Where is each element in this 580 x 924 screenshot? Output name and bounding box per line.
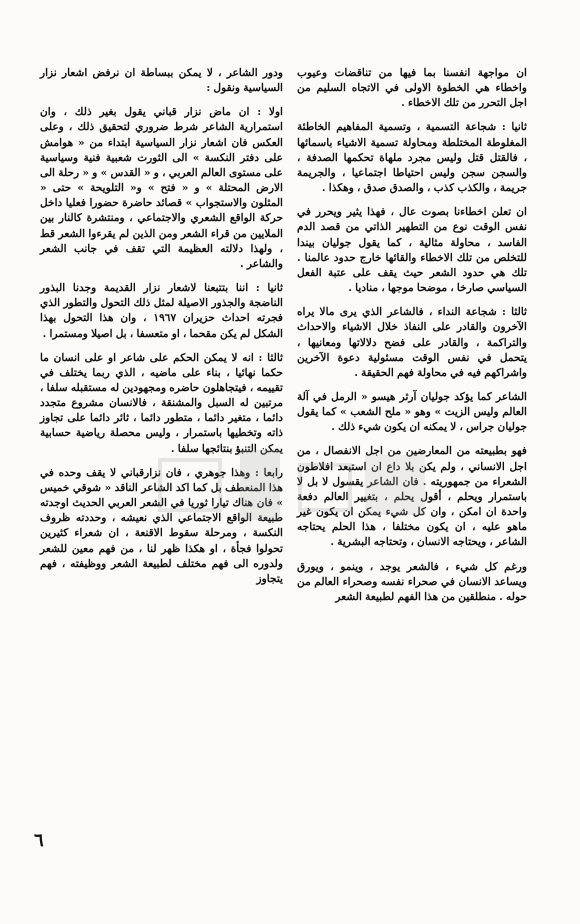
paragraph: فهو بطبيعته من المعارضين من اجل الانفصال ، من اجل الانساني ، ولم يكن بلا داع ان استبعد افلاطون الشعراء من جمهوريته . فان الشاعر يقسول لا بل لا باستمرار ويحلم ، أقول يحلم ، بتغيير العالم دفعة واحدة ان امكن ، وان كل شيء يمكن ان يكون غير ماهو عليه ، ان يكون مختلفا ، هذا الحلم يحتاجه الشاعر ، ويحتاجه الانسان ، وتحتاجه البشرية . [297, 445, 527, 549]
page-number: ٦ [34, 830, 44, 851]
paragraph: ثالثا : انه لا يمكن الحكم على شاعر او على انسان ما حكما نهائيا ، بناء على ماضيه ، الذي ربما يختلف في تقييمه ، فيتجاهلون حاضره ومجهودين له مستقبله سلفا ، مرتبين له السبل والمشنقة ، فالانسان مشروع متجدد دائما ، متغير دائما ، متطور دائما ، ثائر دائما على تجاوز ذاته وتخطيها باستمرار ، وليس محصلة رياضية حسابية يمكن التنبؤ بنتائجها سلفا . [40, 351, 283, 455]
paragraph: اولا : ان ماض نزار قباني يقول بغير ذلك ، وان استمرارية الشاعر شرط ضروري لتحقيق ذلك ، وعلى العكس فان اشعار نزار السياسية ابتداء من « هوامش على دفتر النكسة » الى الثورت شعبية فنية وسياسية على مستوى العالم العربي ، و « القدس » و « رحلة الى الارض المحتلة » و « فتح » و« التلويحة » حتى « المثلون والاستجواب » قصائد حاضرة حضورا فعليا داخل حركة الواقع الشعري والاجتماعي ، ومنتشرة كالنار بين الملايين من قراء الشعر ومن الذين لم يقرءوا الشعر قط ، ولهذا دلالته العظيمة التي تقف في جانب الشعر والشاعر . [40, 106, 283, 270]
paragraph: رابعا : وهذا جوهري ، فان نزارقباني لا يقف وحده في هذا المنعطف بل كما اكد الشاعر الناقد « شوقي خميس » فان هناك تيارا ثوريا في الشعر العربي الحديث اوجدته طبيعة الواقع الاجتماعي الذي نعيشه ، وحددته ظروف النكسة ، ومرحلة سقوط الاقنعة ، ان شعراء كثيرين تحولوا فجأة ، او هكذا ظهر لنا ، من فهم معين للشعر ولدوره الى فهم مختلف لطبيعة الشعر ووظيفته ، فهم يتجاوز [40, 466, 283, 585]
paragraph: ثانيا : شجاعة التسمية ، وتسمية المفاهيم الخاطئة المغلوطة المختلطة ومحاولة تسمية الاشياء باسمائها ، فالقتل قتل وليس مجرد ملهاة تحكمها الصدفة ، والسجن سجن وليس احتياطا اجتماعيا ، والجريمة جريمة ، والكذب كذب ، والصدق صدق ، وهكذا . [297, 121, 527, 195]
paragraph: ورغم كل شيء ، فالشعر يوجد ، وينمو ، ويورق ويساعد الانسان في صحراء نفسه وصحراء العالم من حوله . منطلقين من هذا الفهم لطبيعة الشعر [297, 560, 527, 603]
paragraph: ودور الشاعر ، لا يمكن ببساطة ان نرفض اشعار نزار السياسية ونقول : [40, 67, 283, 95]
paragraph: ثانيا : اننا بتتبعنا لاشعار نزار القديمة وجدنا البذور الناضجة والجذور الاصيلة لمثل ذلك التحول والتطور الذي فجرته احداث حزيران ١٩٦٧ ، وان هذا التحول بهذا الشكل لم يكن مقحما ، او متعسفا ، بل اصيلا ومستمرا . [40, 282, 283, 340]
paragraph: الشاعر كما يؤكد جوليان آرثر هيسو « الرمل في آلة العالم وليس الزيت » وهو « ملح الشعب » كما يقول جوليان جراس ، لا يمكنه ان يكون شيء ذلك . [297, 390, 527, 434]
paragraph: ان تعلن اخطاءنا بصوت عال ، فهذا يثير ويحرر في نفس الوقت نوع من التطهير الذاتي من قصد الدم الفاسد ، محاولة مثالية ، كما يقول جوليان بيندا للتخلص من تلك الاخطاء والقائها خارج حدود عالمنا . تلك هي حدود الشعر حيث يقف على عتبة الفعل السياسي صارخا ، موضحا موجها ، مناديا . [297, 206, 527, 295]
paragraph: ان مواجهة انفسنا بما فيها من تناقضات وعيوب واخطاء هي الخطوة الاولى في الاتجاه السليم من اجل التحرر من تلك الاخطاء . [297, 67, 527, 110]
text-column-right [297, 66, 527, 614]
text-column-left [40, 66, 283, 596]
paragraph: ثالثا : شجاعة النداء ، فالشاعر الذي يرى مالا يراه الآخرون والقادر على النفاذ خلال الاشياء والاحداث والتراكمة ، والقادر على فضح دلالاتها ومعانيها ، يتحمل في نفس الوقت مسئولية دعوة الآخرين واشراكهم فيه في محاولة فهم الحقيقة . [297, 306, 527, 379]
